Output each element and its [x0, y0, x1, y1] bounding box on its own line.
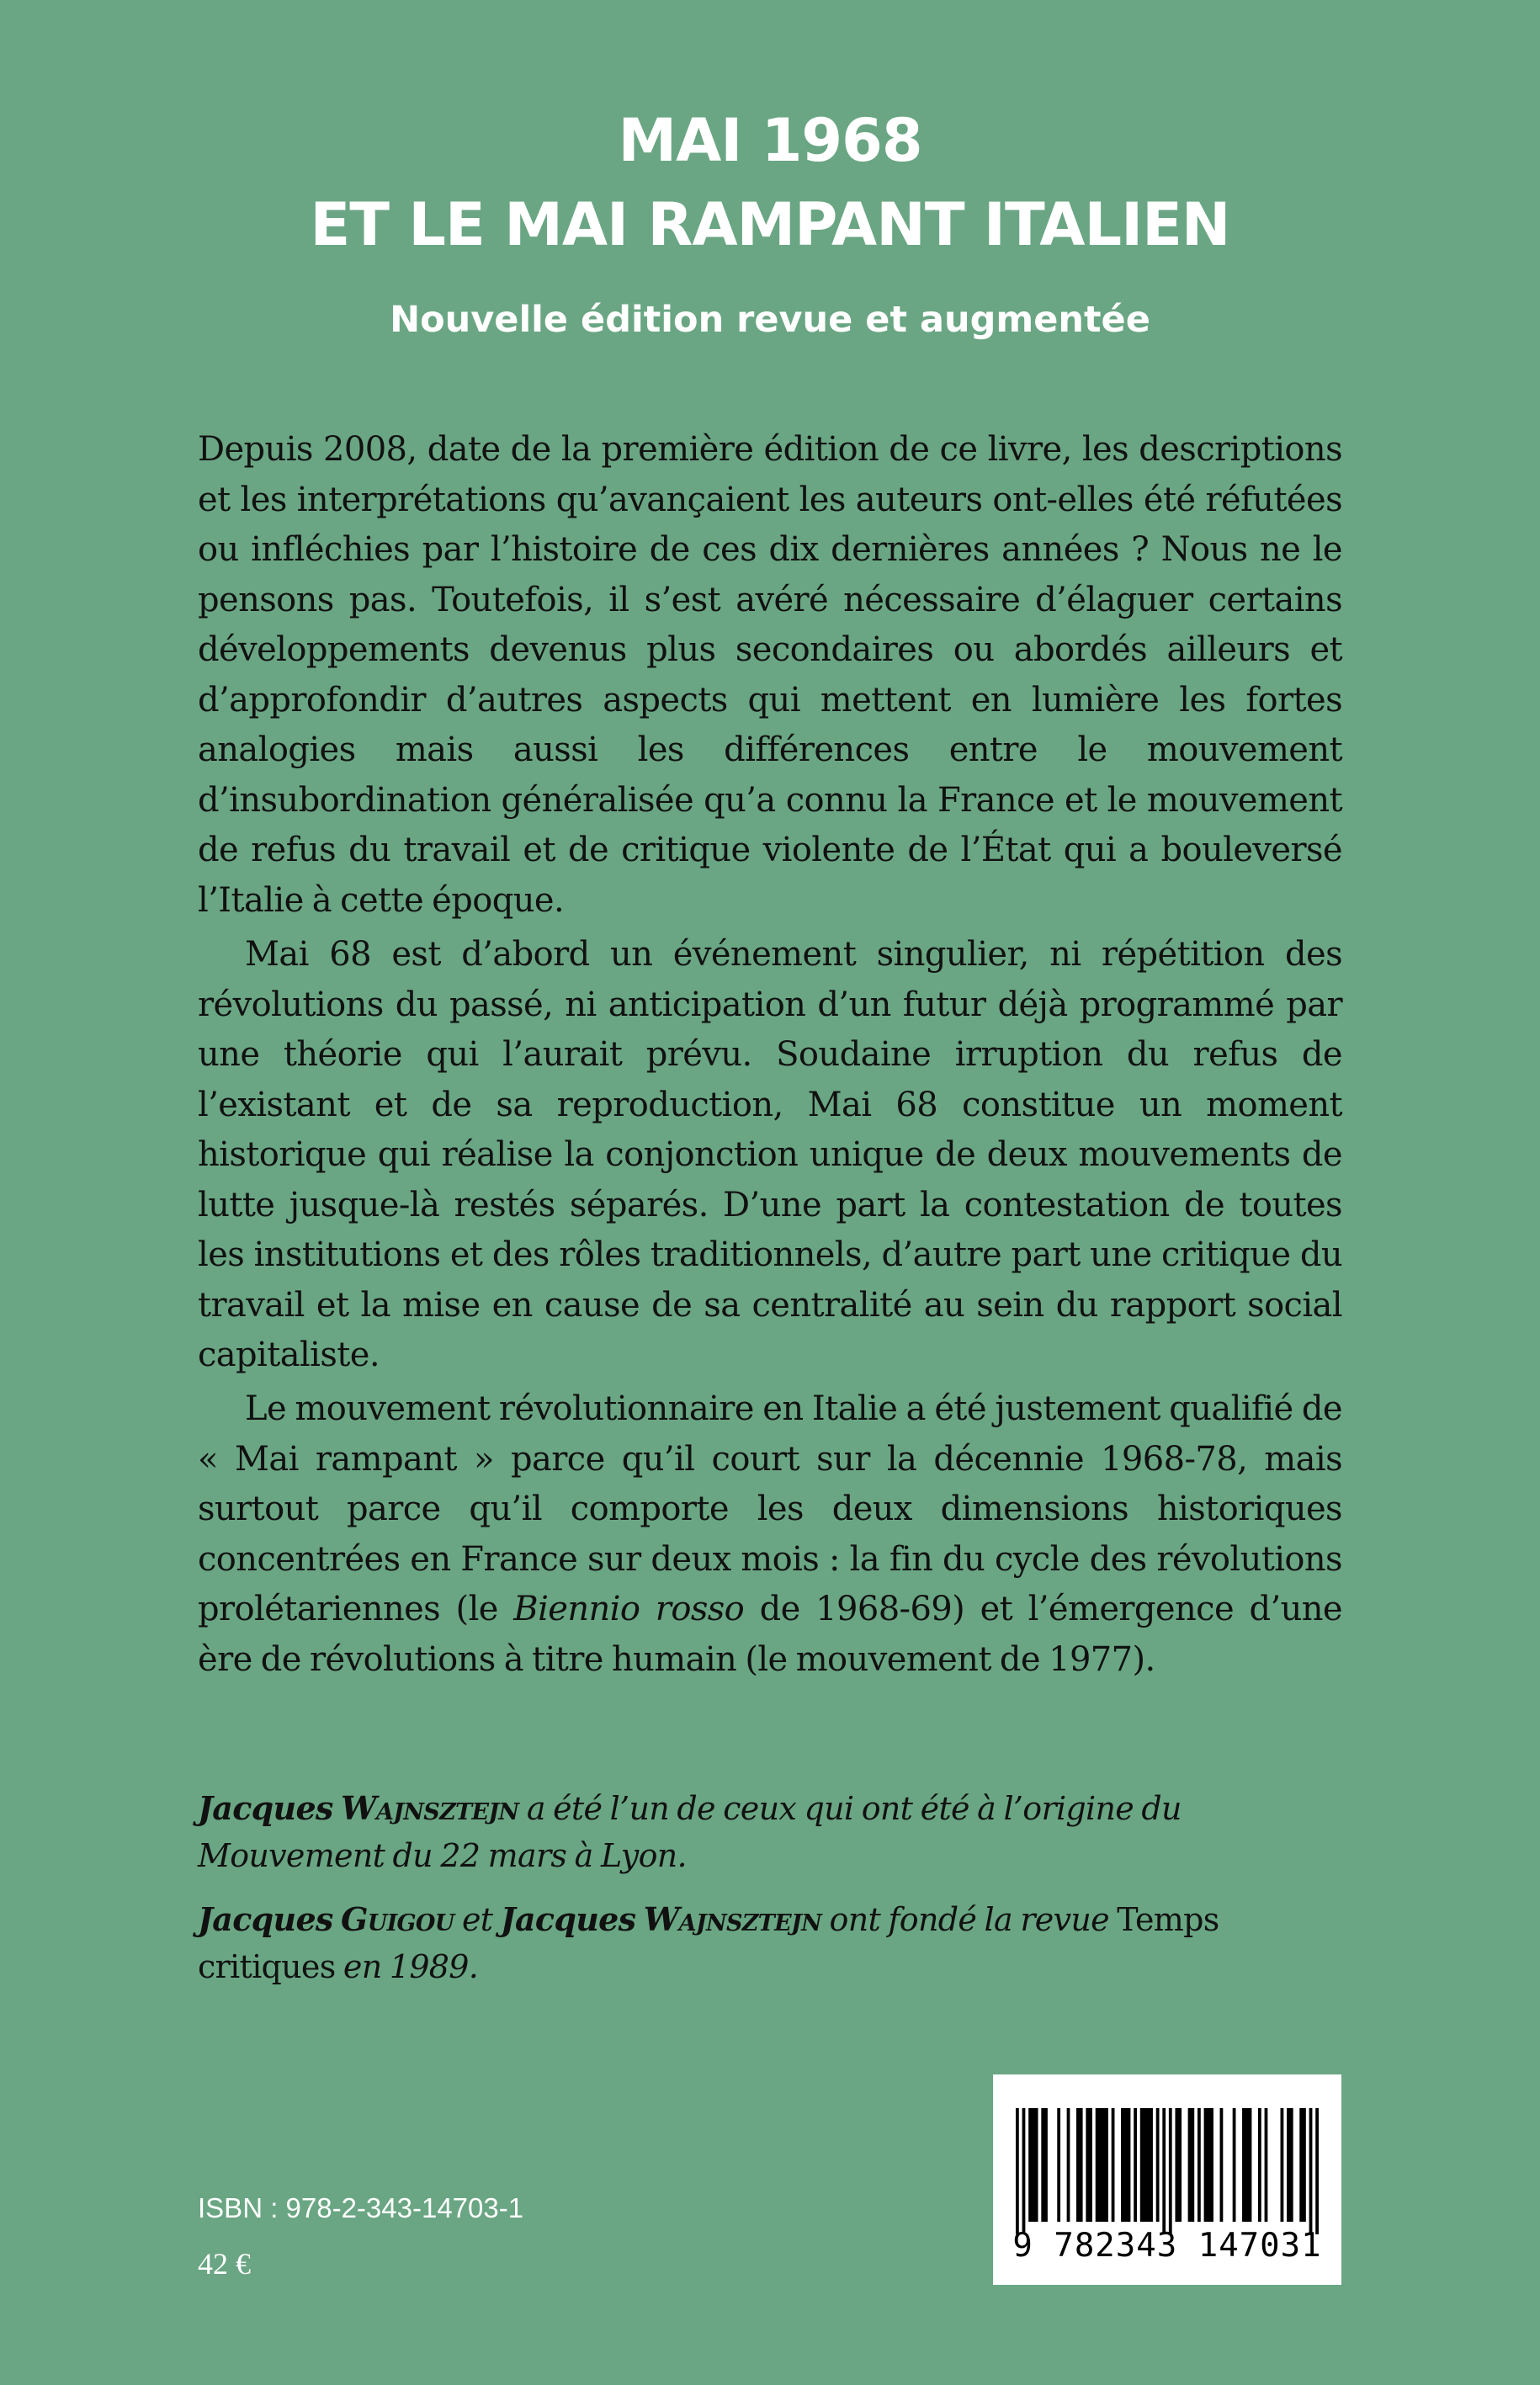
author-a-last-name: Guigou	[341, 1900, 454, 1938]
author-conjunction: et	[461, 1901, 493, 1938]
author-bio-2	[198, 1896, 1342, 1990]
author-bio-2-text-before: ont fondé la revue	[829, 1901, 1109, 1938]
author-a-first-name: Jacques	[198, 1900, 333, 1938]
barcode-bar-1	[1022, 2108, 1026, 2234]
barcode-bar-8	[1096, 2108, 1108, 2222]
blurb-paragraph-3-end: de 1968-69) et l’émergence d’une ère de révolutions à titre humain (le mouvement de 1977).	[198, 1590, 1343, 1679]
price-label: 42 €	[198, 2247, 251, 2281]
isbn-label: ISBN : 978-2-343-14703-1	[198, 2192, 524, 2223]
blurb-italic-biennio-rosso: Biennio rosso	[513, 1590, 745, 1628]
barcode-panel	[993, 2074, 1341, 2285]
barcode-bar-6	[1076, 2108, 1083, 2222]
barcode-bar-7	[1086, 2108, 1092, 2222]
author-b-last-name: Wajnsztejn	[643, 1900, 822, 1938]
blurb-paragraph-3	[198, 1384, 1342, 1685]
author-bio-1-text: a été l’un de ceux qui ont été à l’origine du Mouvement du 22 mars à Lyon.	[198, 1790, 1182, 1874]
barcode-bar-10	[1121, 2108, 1130, 2222]
barcode-bar-5	[1067, 2108, 1070, 2222]
barcode-bar-19	[1204, 2108, 1213, 2222]
author-last-name: Wajnsztejn	[341, 1789, 519, 1827]
barcode-bar-12	[1140, 2108, 1153, 2222]
barcode-bar-23	[1258, 2108, 1261, 2222]
blurb-paragraph-1: Depuis 2008, date de la première édition de ce livre, les descriptions et les interprétations qu’avançaient les auteurs ont-elles été réfutées ou infléchies par l’histoire de ces dix dernières années ? Nous ne le pensons pas. Toutefois, il s’est avéré nécessaire d’élaguer certains développements devenus plus secondaires ou abordés ailleurs et d’approfondir d’autres aspects qui mettent en lumière les fortes analogies mais aussi les différences entre le mouvement d’insubordination généralisée qu’a connu la France et le mouvement de refus du travail et de critique violente de l’État qui a bouleversé l’Italie à cette époque.	[198, 430, 1342, 920]
book-subtitle: Nouvelle édition revue et augmentée	[390, 299, 1150, 341]
blurb-paragraph-2: Mai 68 est d’abord un événement singulier, ni répétition des révolutions du passé, ni anticipation d’un futur déjà programmé par une théorie qui l’aurait prévu. Soudaine irruption du refus de l’existant et de sa reproduction, Mai 68 constitue un moment historique qui réalise la conjonction unique de deux mouvements de lutte jusque-là restés séparés. D’une part la contestation de toutes les institutions et des rôles traditionnels, d’autre part une critique du travail et la mise en cause de sa centralité au sein du rapport social capitaliste.	[198, 935, 1342, 1374]
barcode-bar-13	[1156, 2108, 1160, 2222]
barcode-bar-18	[1197, 2108, 1201, 2222]
barcode-bar-26	[1287, 2108, 1293, 2222]
barcode-bar-16	[1175, 2108, 1182, 2222]
barcode-bar-11	[1134, 2108, 1137, 2222]
author-bio-1	[198, 1785, 1342, 1879]
barcode-bar-17	[1188, 2108, 1195, 2222]
barcode-bar-22	[1242, 2108, 1251, 2222]
barcode-bar-15	[1169, 2108, 1172, 2234]
barcode-bar-25	[1281, 2108, 1284, 2222]
blurb-paragraph-3-start: Le mouvement révolutionnaire en Italie a été justement qualifié de « Mai rampant » parce qu’il court sur la décennie 1968-78, mais surtout parce qu’il comporte les deux dimensions historiques concentrées en France sur deux mois : la fin du cycle des révolutions prolétariennes (le	[198, 1389, 1342, 1628]
barcode-bar-28	[1309, 2108, 1313, 2234]
barcode-digits: 9 782343 147031	[1012, 2227, 1322, 2265]
barcode-bar-20	[1220, 2108, 1224, 2222]
author-b-first-name: Jacques	[500, 1900, 636, 1938]
barcode-bar-4	[1057, 2108, 1060, 2222]
book-title-line-1: MAI 1968	[618, 106, 922, 175]
author-bio-2-text-after: en 1989.	[343, 1948, 479, 1985]
author-first-name: Jacques	[198, 1789, 333, 1827]
barcode-bar-2	[1028, 2108, 1038, 2222]
barcode-bar-29	[1315, 2108, 1319, 2234]
barcode-bar-14	[1162, 2108, 1166, 2234]
barcode-bar-21	[1233, 2108, 1236, 2222]
barcode-bar-24	[1265, 2108, 1268, 2222]
barcode-icon	[1016, 2108, 1319, 2234]
book-title-line-2: ET LE MAI RAMPANT ITALIEN	[310, 190, 1230, 259]
barcode-bar-9	[1112, 2108, 1115, 2222]
barcode-bar-27	[1299, 2108, 1306, 2222]
barcode-bar-3	[1041, 2108, 1048, 2222]
barcode-bar-0	[1016, 2108, 1019, 2234]
journal-title: Temps critiques	[198, 1901, 1219, 1985]
